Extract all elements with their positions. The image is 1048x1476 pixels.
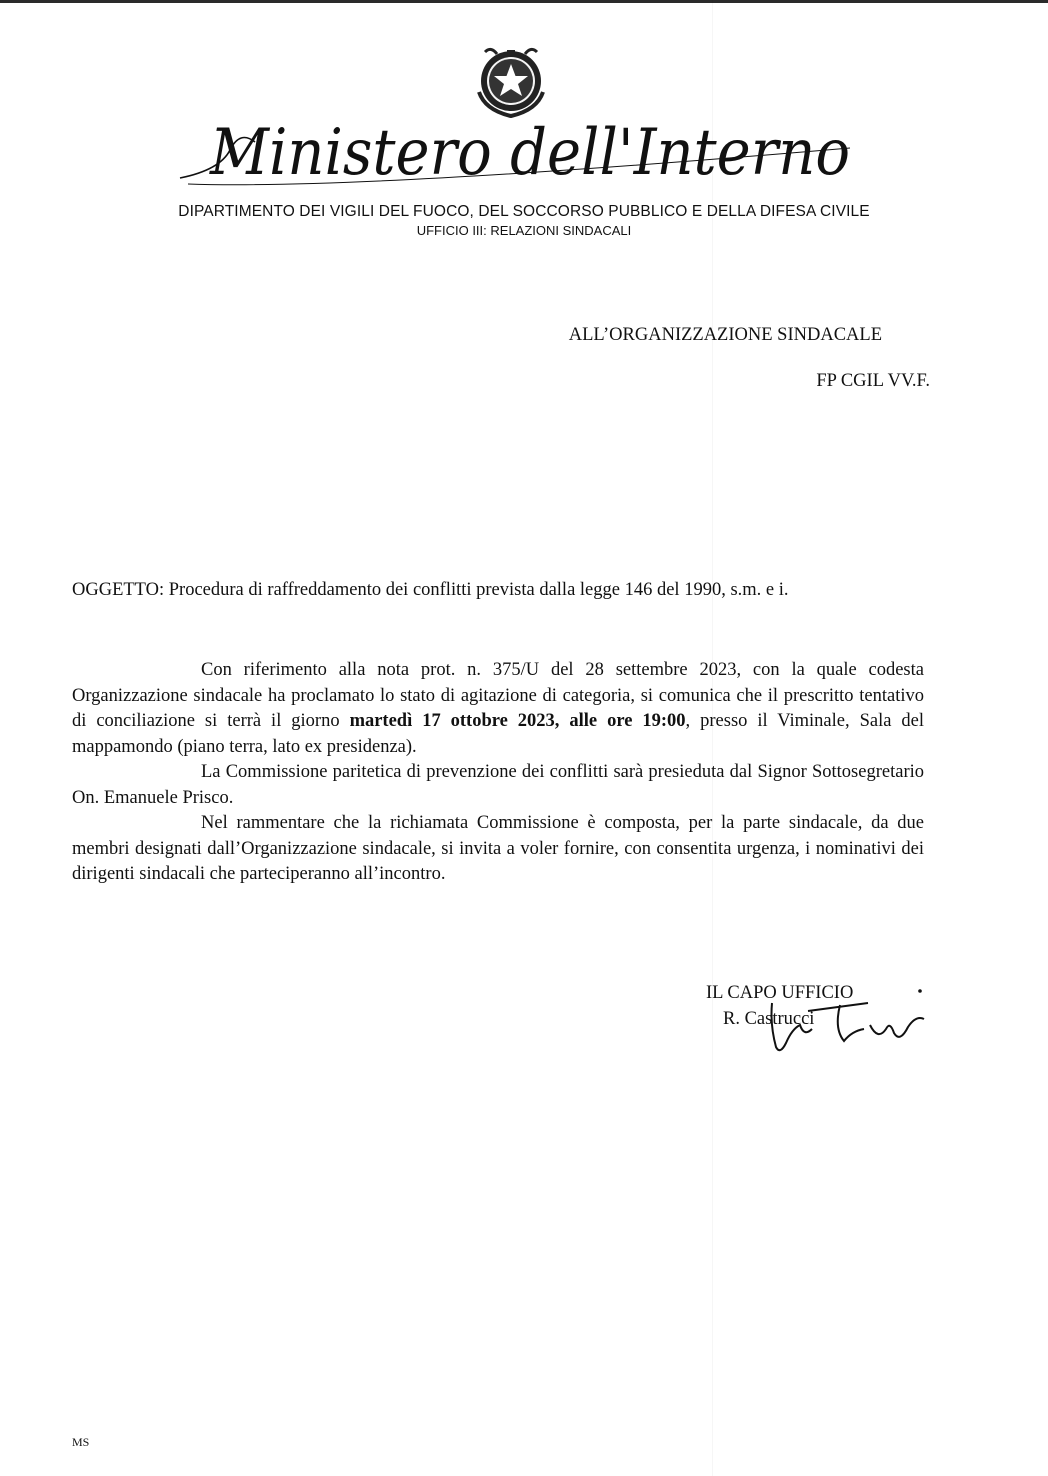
body-paragraph: La Commissione paritetica di prevenzione dei conflitti sarà presieduta dal Signor Sottosegretario On. Emanuele Prisco. (72, 762, 924, 808)
recipient-line: ALL’ORGANIZZAZIONE SINDACALE (568, 325, 882, 345)
department-header (0, 202, 1048, 240)
body-paragraph: Con riferimento alla nota prot. n. 375/U del 28 settembre 2023, con la quale codesta Organizzazione sindacale ha proclamato lo stato di agitazione di categoria, si comunica che il prescritto tentativo di conciliazione si terrà il giorno martedì 17 ottobre 2023, alle ore 19:00, presso il Viminale, Sala del mappamondo (piano terra, lato ex presidenza). (72, 660, 924, 757)
signer-title: IL CAPO UFFICIO (706, 983, 854, 1003)
svg-text:Ministero dell'Interno: Ministero dell'Interno (209, 116, 851, 190)
letter-body (72, 658, 924, 888)
office-name: UFFICIO III: RELAZIONI SINDACALI (416, 223, 632, 238)
scan-edge (0, 0, 1048, 3)
meeting-date: martedì 17 ottobre 2023, alle ore 19:00 (349, 711, 686, 731)
body-paragraph: Nel rammentare che la richiamata Commissione è composta, per la parte sindacale, da due membri designati dall’Organizzazione sindacale, si invita a voler fornire, con consentita urgenza, i nominativi dei dirigenti sindacali che parteciperanno all’incontro. (72, 813, 924, 884)
ministry-logotype (160, 110, 880, 200)
department-name: DIPARTIMENTO DEI VIGILI DEL FUOCO, DEL SOCCORSO PUBBLICO E DELLA DIFESA CIVILE (178, 203, 870, 220)
italian-republic-emblem-icon (471, 44, 551, 120)
signer-name: R. Castrucci (723, 1008, 815, 1029)
document-initials: MS (72, 1435, 90, 1449)
subject-line: OGGETTO: Procedura di raffreddamento dei conflitti prevista dalla legge 146 del 1990, s.m. e i. (72, 580, 789, 600)
handwritten-signature (760, 985, 935, 1065)
recipient-organization: FP CGIL VV.F. (816, 371, 930, 391)
